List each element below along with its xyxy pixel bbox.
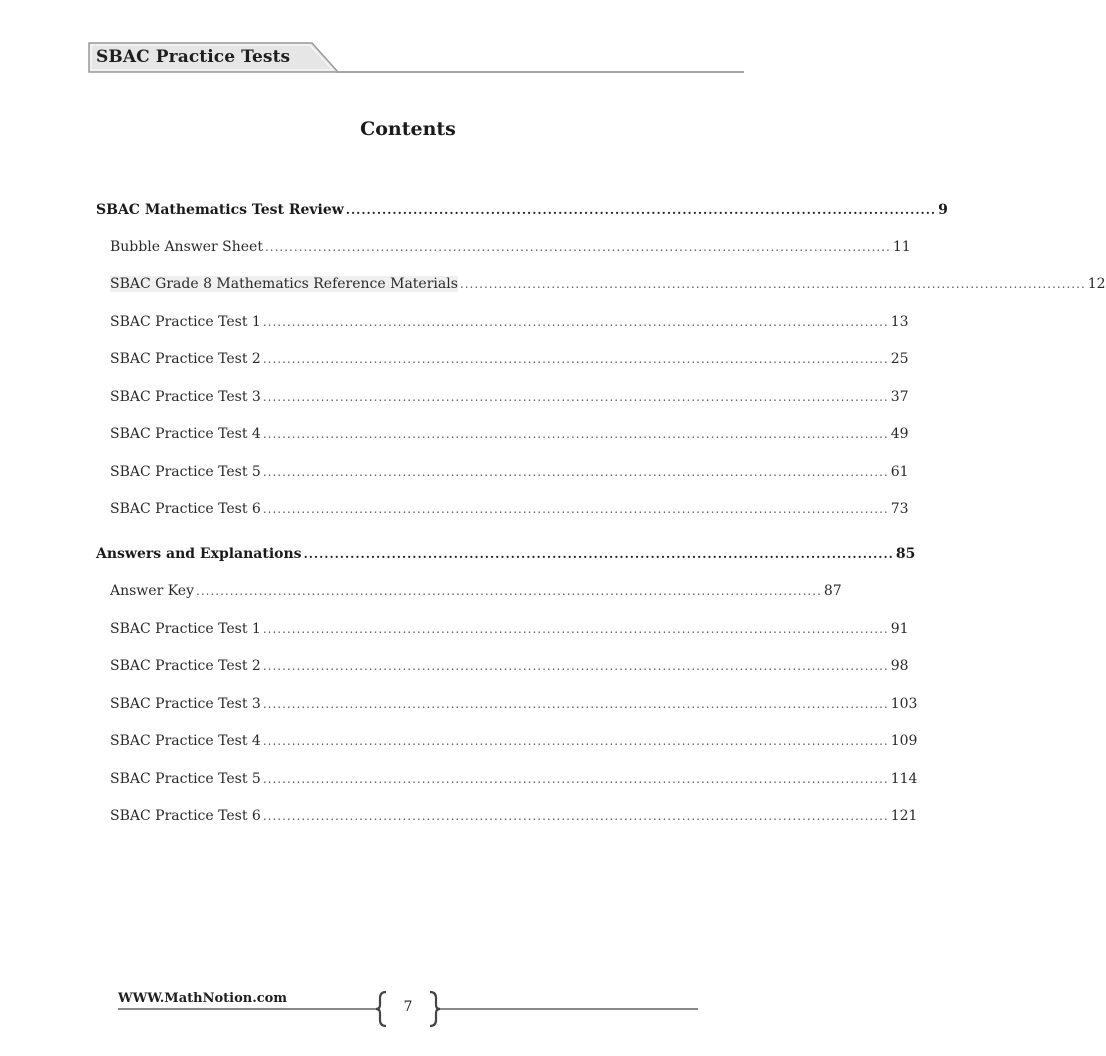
toc-page-number: 91 xyxy=(890,621,909,637)
toc-entry[interactable] xyxy=(110,621,909,637)
toc-entry-label: SBAC Practice Test 6 xyxy=(110,501,261,517)
toc-entry[interactable] xyxy=(110,501,909,517)
toc-entry-label: SBAC Practice Test 3 xyxy=(110,389,261,405)
toc-entry[interactable] xyxy=(110,239,911,255)
toc-page-number: 49 xyxy=(890,426,909,442)
toc-entry[interactable] xyxy=(110,351,909,367)
toc-page-number: 109 xyxy=(890,733,918,749)
toc-entry[interactable] xyxy=(110,426,909,442)
toc-entry-label: SBAC Practice Test 2 xyxy=(110,658,261,674)
left-brace-icon xyxy=(374,990,390,1028)
toc-page-number: 73 xyxy=(890,501,909,517)
toc-entry-label: SBAC Practice Test 1 xyxy=(110,621,261,637)
toc-entry-label: SBAC Practice Test 5 xyxy=(110,771,261,787)
toc-entry-label: SBAC Practice Test 5 xyxy=(110,464,261,480)
dot-leader: .................................................................................................................................. xyxy=(262,697,889,711)
dot-leader: .................................................................................................................................. xyxy=(262,622,889,636)
dot-leader: .................................................................................................................................. xyxy=(262,427,889,441)
footer-rule-right xyxy=(438,1008,698,1010)
toc-entry-label: SBAC Practice Test 1 xyxy=(110,314,261,330)
toc-entry-label: SBAC Grade 8 Mathematics Reference Materials xyxy=(110,276,458,292)
toc-page-number: 114 xyxy=(890,771,918,787)
toc-entry[interactable] xyxy=(110,696,918,712)
header-rule xyxy=(336,71,744,73)
toc-entry[interactable] xyxy=(110,808,918,824)
toc-entry[interactable] xyxy=(110,464,909,480)
toc-page-number: 11 xyxy=(892,239,911,255)
dot-leader: .................................................................................................................................. xyxy=(262,315,889,329)
toc-page-number: 25 xyxy=(890,351,909,367)
toc-page-number: 9 xyxy=(938,202,948,218)
toc-page-number: 103 xyxy=(890,696,918,712)
footer-website: WWW.MathNotion.com xyxy=(118,991,288,1006)
dot-leader: .................................................................................................................................. xyxy=(262,772,889,786)
toc-page-number: 87 xyxy=(823,583,842,599)
dot-leader: .................................................................................................................................. xyxy=(459,277,1086,291)
toc-page-number: 85 xyxy=(895,546,916,562)
dot-leader: .................................................................................................................................. xyxy=(262,809,889,823)
toc-entry[interactable] xyxy=(110,276,1106,292)
toc-page-number: 37 xyxy=(890,389,909,405)
toc-page-number: 12 xyxy=(1087,276,1106,292)
dot-leader: .................................................................................................................................. xyxy=(264,240,891,254)
toc-entry[interactable] xyxy=(110,733,918,749)
toc-section-heading[interactable] xyxy=(96,202,948,218)
dot-leader: .................................................................................................................. xyxy=(303,547,894,561)
toc-entry-label: SBAC Practice Test 4 xyxy=(110,733,261,749)
toc-entry-label: Bubble Answer Sheet xyxy=(110,239,263,255)
dot-leader: .................................................................................................................................. xyxy=(196,584,822,598)
dot-leader: .................................................................................................................................. xyxy=(262,659,889,673)
toc-entry[interactable] xyxy=(110,389,909,405)
dot-leader: .................................................................................................................................. xyxy=(262,502,889,516)
toc-entry[interactable] xyxy=(110,658,909,674)
dot-leader: .................................................................................................................................. xyxy=(262,352,889,366)
dot-leader: .................................................................................................................. xyxy=(345,203,937,217)
toc-page-number: 13 xyxy=(890,314,909,330)
right-brace-icon xyxy=(426,990,442,1028)
page-number: 7 xyxy=(403,999,413,1015)
toc-page-number: 61 xyxy=(890,464,909,480)
toc-entry[interactable] xyxy=(110,314,909,330)
toc-section-heading[interactable] xyxy=(96,546,916,562)
toc-section-title: Answers and Explanations xyxy=(96,546,302,562)
toc-entry-label: SBAC Practice Test 2 xyxy=(110,351,261,367)
toc-entry[interactable] xyxy=(110,583,842,599)
header-title: SBAC Practice Tests xyxy=(96,47,291,67)
dot-leader: .................................................................................................................................. xyxy=(262,465,889,479)
toc-page-number: 98 xyxy=(890,658,909,674)
toc-entry[interactable] xyxy=(110,771,918,787)
dot-leader: .................................................................................................................................. xyxy=(262,734,889,748)
footer-rule-left xyxy=(118,1008,376,1010)
toc-section-title: SBAC Mathematics Test Review xyxy=(96,202,344,218)
toc-entry-label: SBAC Practice Test 6 xyxy=(110,808,261,824)
toc-entry-label: SBAC Practice Test 4 xyxy=(110,426,261,442)
toc-entry-label: Answer Key xyxy=(110,583,194,599)
toc-entry-label: SBAC Practice Test 3 xyxy=(110,696,261,712)
dot-leader: .................................................................................................................................. xyxy=(262,390,889,404)
page-title: Contents xyxy=(360,118,456,140)
toc-page-number: 121 xyxy=(890,808,918,824)
